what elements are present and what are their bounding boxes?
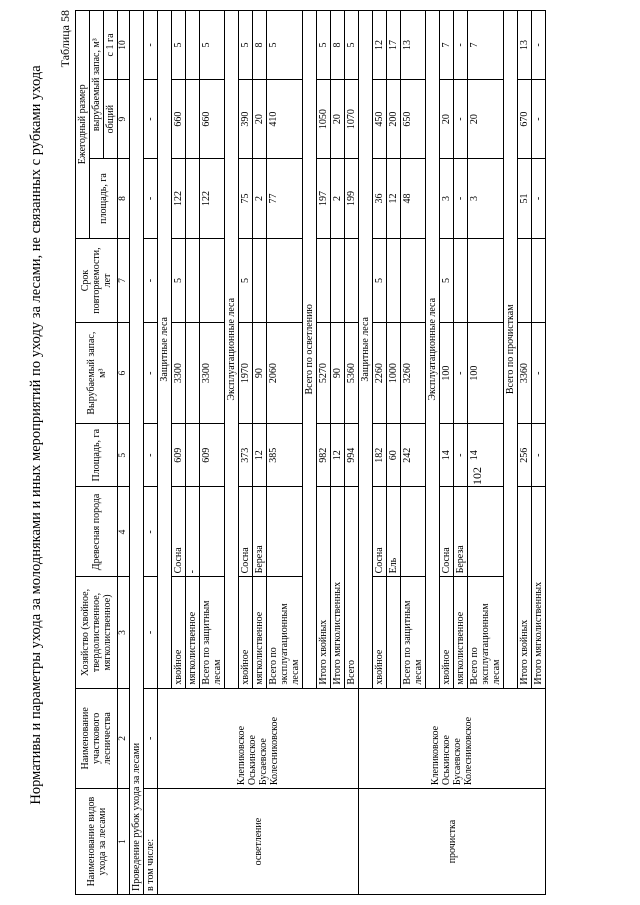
table-cell: - [144, 688, 158, 789]
table-cell: 100 [468, 323, 504, 424]
table-cell: 8 [118, 159, 130, 238]
table-cell: 982 [317, 423, 331, 487]
table-cell: 410 [267, 79, 303, 158]
table-cell: 3 [468, 159, 504, 238]
table-cell: - [144, 323, 158, 424]
table-cell: Береза [454, 487, 468, 577]
table-cell [186, 11, 200, 80]
table-cell: мягколиственное [186, 577, 200, 688]
table-cell [267, 487, 303, 577]
table-cell: 197 [317, 159, 331, 238]
table-cell: - [454, 323, 468, 424]
table-cell: 2 [331, 159, 345, 238]
table-cell [186, 159, 200, 238]
table-cell: - [532, 323, 546, 424]
table-row [144, 11, 158, 895]
table-cell: 3300 [200, 323, 225, 424]
table-cell [267, 238, 303, 323]
table-cell: 12 [387, 159, 401, 238]
table-cell: 13 [518, 11, 532, 80]
table-cell: - [144, 79, 158, 158]
table-cell: - [144, 577, 158, 688]
header-cell: Наименование участкового лесничества [76, 688, 118, 789]
table-cell: 660 [172, 79, 186, 158]
table-cell: - [144, 11, 158, 80]
table-cell: - [454, 11, 468, 80]
table-cell: 36 [373, 159, 387, 238]
table-cell [518, 238, 532, 323]
subsection-title: Всего по осветлению [303, 11, 317, 689]
table-cell: 6 [118, 323, 130, 424]
table-cell: 8 [253, 11, 267, 80]
table-cell: Всего по защитным лесам [200, 577, 225, 688]
table-cell [387, 577, 401, 688]
table-cell: Сосна [239, 487, 253, 577]
subsection-title: Эксплуатационные леса [225, 11, 239, 689]
table-cell: Береза [253, 487, 267, 577]
table-cell: 90 [331, 323, 345, 424]
table-cell: 17 [387, 11, 401, 80]
table-cell: 90 [253, 323, 267, 424]
table-cell: - [144, 487, 158, 577]
table-cell: 1070 [345, 79, 359, 158]
table-cell [401, 238, 426, 323]
osvetlenie-section [158, 11, 359, 895]
table-cell: 1 [118, 789, 130, 895]
subsection-title: Защитные леса [158, 11, 172, 689]
table-cell: - [532, 79, 546, 158]
header-cell: Хозяйство (хвойное, твердолиственное, мягколиственное) [76, 577, 118, 688]
table-cell: 13 [401, 11, 426, 80]
table-cell: 373 [239, 423, 253, 487]
table-cell: мягколиственное [253, 577, 267, 688]
table-cell: 3300 [172, 323, 186, 424]
column-number-row [118, 11, 130, 895]
table-row [158, 11, 172, 895]
subsection-title: Всего по прочисткам [504, 11, 518, 689]
table-cell: 9 [118, 79, 130, 158]
table-cell: 385 [267, 423, 303, 487]
header-row [76, 11, 90, 895]
table-cell: Всего по эксплуатационным лесам [468, 577, 504, 688]
header-cell: Вырубаемый запас, м³ [76, 323, 118, 424]
table-cell: 12 [373, 11, 387, 80]
table-cell [345, 238, 359, 323]
table-cell: 1050 [317, 79, 331, 158]
forestry-names: Клепиковское Оськинское Бусаевское Колесниковское [359, 688, 546, 789]
table-cell: 670 [518, 79, 532, 158]
table-cell: 242 [401, 423, 426, 487]
section-title: Проведение рубок ухода за лесами [130, 11, 144, 895]
header-cell: площадь, га [90, 159, 118, 238]
table-cell: 5 [317, 11, 331, 80]
table-cell: 8 [331, 11, 345, 80]
table-cell: 5270 [317, 323, 331, 424]
table-cell: 609 [200, 423, 225, 487]
table-cell: 660 [200, 79, 225, 158]
table-cell: 1970 [239, 323, 253, 424]
table-cell: 256 [518, 423, 532, 487]
table-cell: 5 [239, 11, 253, 80]
header-cell: общий [104, 79, 118, 158]
table-cell: 100 [440, 323, 454, 424]
table-cell: Всего по эксплуатационным лесам [267, 577, 303, 688]
table-cell: - [532, 423, 546, 487]
header-cell: Срок повторяемости, лет [76, 238, 118, 323]
table-cell: - [532, 11, 546, 80]
table-cell: Итого мягколиственных [331, 487, 345, 688]
table-cell [200, 238, 225, 323]
norms-table [75, 10, 546, 895]
table-cell: 3 [118, 577, 130, 688]
header-cell: Площадь, га [76, 423, 118, 487]
table-cell: 5 [172, 238, 186, 323]
table-cell [387, 238, 401, 323]
table-cell: Сосна [373, 487, 387, 577]
header-cell: вырубаемый запас, м³ [90, 11, 104, 159]
table-cell: в том числе: [144, 789, 158, 895]
table-cell [186, 323, 200, 424]
table-cell [186, 238, 200, 323]
table-cell: Всего [345, 487, 359, 688]
table-cell: хвойное [373, 577, 387, 688]
table-cell: 5 [200, 11, 225, 80]
table-cell: - [144, 423, 158, 487]
table-row [359, 11, 373, 895]
table-cell: 4 [118, 487, 130, 577]
table-cell: 20 [253, 79, 267, 158]
table-cell: 5 [373, 238, 387, 323]
table-cell: 390 [239, 79, 253, 158]
table-cell: 2060 [267, 323, 303, 424]
table-cell: 5 [440, 238, 454, 323]
table-cell: 2 [118, 688, 130, 789]
table-cell: 7 [118, 238, 130, 323]
subsection-title: Защитные леса [359, 11, 373, 689]
table-cell: 450 [373, 79, 387, 158]
table-cell: 12 [331, 423, 345, 487]
table-cell: 12 [253, 423, 267, 487]
table-cell [468, 238, 504, 323]
header-cell: Древесная порода [76, 487, 118, 577]
table-cell: 60 [387, 423, 401, 487]
table-cell: Всего по защитным лесам [401, 577, 426, 688]
forestry-names: Клепиковское Оськинское Бусаевское Колесниковское [158, 688, 359, 789]
table-cell: мягколиственное [454, 577, 468, 688]
table-cell [186, 79, 200, 158]
table-cell: 122 [172, 159, 186, 238]
table-cell: 3260 [401, 323, 426, 424]
table-cell: 10 [118, 11, 130, 80]
table-cell: 5 [345, 11, 359, 80]
table-cell: 75 [239, 159, 253, 238]
table-cell: 20 [468, 79, 504, 158]
table-cell: 199 [345, 159, 359, 238]
table-cell [253, 238, 267, 323]
table-cell [186, 423, 200, 487]
table-cell [401, 487, 426, 577]
table-cell: 5 [267, 11, 303, 80]
treatment-type: прочистка [359, 789, 546, 895]
table-cell [317, 238, 331, 323]
table-cell [331, 238, 345, 323]
table-cell [454, 238, 468, 323]
table-cell: 1000 [387, 323, 401, 424]
table-cell [468, 487, 504, 577]
table-cell: 182 [373, 423, 387, 487]
table-cell: 650 [401, 79, 426, 158]
header-cell: Ежегодный размер [76, 11, 90, 239]
header-cell: Наименование видов ухода за лесами [76, 789, 118, 895]
table-cell: 994 [345, 423, 359, 487]
table-cell: 5 [118, 423, 130, 487]
table-cell: 7 [468, 11, 504, 80]
table-cell: 3 [440, 159, 454, 238]
table-cell: хвойное [239, 577, 253, 688]
treatment-type: осветление [158, 789, 359, 895]
table-number: Таблица 58 [58, 10, 72, 68]
table-cell: - [454, 79, 468, 158]
table-cell: - [144, 238, 158, 323]
table-cell: 5360 [345, 323, 359, 424]
table-cell: 2 [253, 159, 267, 238]
table-cell: Итого мягколиственных [532, 487, 546, 688]
table-row [130, 11, 144, 895]
prochistka-section [359, 11, 546, 895]
page-number: 102 [470, 467, 484, 485]
table-cell: - [454, 159, 468, 238]
table-cell: 20 [440, 79, 454, 158]
table-cell: 51 [518, 159, 532, 238]
table-cell: Ель [387, 487, 401, 577]
table-cell: Сосна [440, 487, 454, 577]
table-cell [532, 238, 546, 323]
table-cell: - [186, 487, 200, 577]
table-cell: 5 [172, 11, 186, 80]
table-cell: 3360 [518, 323, 532, 424]
table-cell: Итого хвойных [518, 487, 532, 688]
table-cell: хвойное [440, 577, 454, 688]
table-cell: 20 [331, 79, 345, 158]
table-cell: Итого хвойных [317, 487, 331, 688]
table-cell: 5 [239, 238, 253, 323]
table-cell: 14 [468, 423, 504, 487]
table-cell: - [144, 159, 158, 238]
table-cell: 7 [440, 11, 454, 80]
table-cell: 77 [267, 159, 303, 238]
header-cell: с 1 га [104, 11, 118, 80]
table-cell: 609 [172, 423, 186, 487]
table-cell: 200 [387, 79, 401, 158]
table-cell: 122 [200, 159, 225, 238]
table-cell: - [454, 423, 468, 487]
table-cell [200, 487, 225, 577]
table-cell: хвойное [172, 577, 186, 688]
document-title: Нормативы и параметры ухода за молодняками и иных мероприятий по уходу за лесами, не связанных с рубками ухода [28, 65, 44, 805]
table-cell: - [532, 159, 546, 238]
table-cell: 14 [440, 423, 454, 487]
table-cell: 48 [401, 159, 426, 238]
table-cell: Сосна [172, 487, 186, 577]
table-cell: 2260 [373, 323, 387, 424]
subsection-title: Эксплуатационные леса [426, 11, 440, 689]
